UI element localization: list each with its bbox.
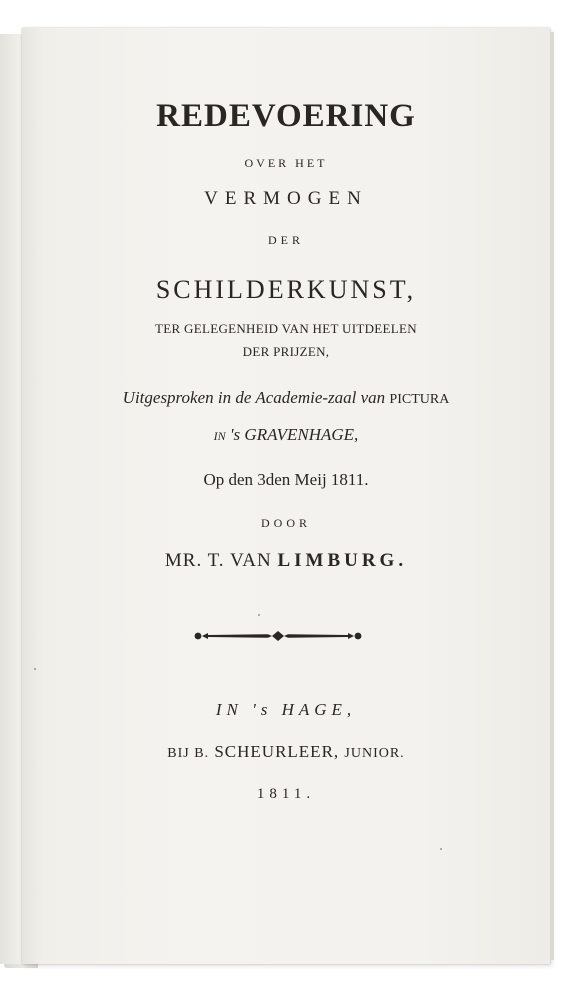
subtitle-der: DER <box>268 233 304 247</box>
rule-ornament <box>192 628 364 644</box>
city-name: 's GRAVENHAGE, <box>229 425 359 444</box>
author-name: LIMBURG. <box>277 550 408 571</box>
title-page <box>22 28 550 964</box>
date-line: Op den 3den Meij 1811. <box>203 470 369 489</box>
door-label: DOOR <box>260 516 311 530</box>
paper-speck <box>34 668 36 670</box>
delivered-place: PICTURA <box>389 392 450 407</box>
city-line <box>22 425 550 445</box>
in-label: IN <box>213 429 226 443</box>
imprint-junior: JUNIOR. <box>344 746 405 761</box>
subtitle-vermogen: VERMOGEN <box>204 188 368 209</box>
delivered-text: Uitgesproken in de Academie-zaal van <box>122 388 386 407</box>
paper-speck <box>258 614 260 616</box>
delivered-line <box>22 388 550 408</box>
imprint-by: BIJ B. <box>167 746 210 761</box>
imprint-printer-line <box>22 742 550 762</box>
main-title: REDEVOERING <box>156 98 416 134</box>
author-prefix: MR. T. VAN <box>164 550 272 571</box>
occasion-line-1: TER GELEGENHEID VAN HET UITDEELEN <box>155 321 417 336</box>
paper-speck <box>440 848 442 850</box>
subtitle-schilderkunst: SCHILDERKUNST, <box>155 275 417 304</box>
occasion-line-2: DER PRIJZEN, <box>242 344 330 359</box>
author-line <box>22 550 550 572</box>
imprint-printer: SCHEURLEER, <box>214 742 340 761</box>
subtitle-over-het: OVER HET <box>244 156 328 170</box>
imprint-place: IN 's HAGE, <box>215 700 357 719</box>
imprint-year: 1811. <box>256 786 316 802</box>
